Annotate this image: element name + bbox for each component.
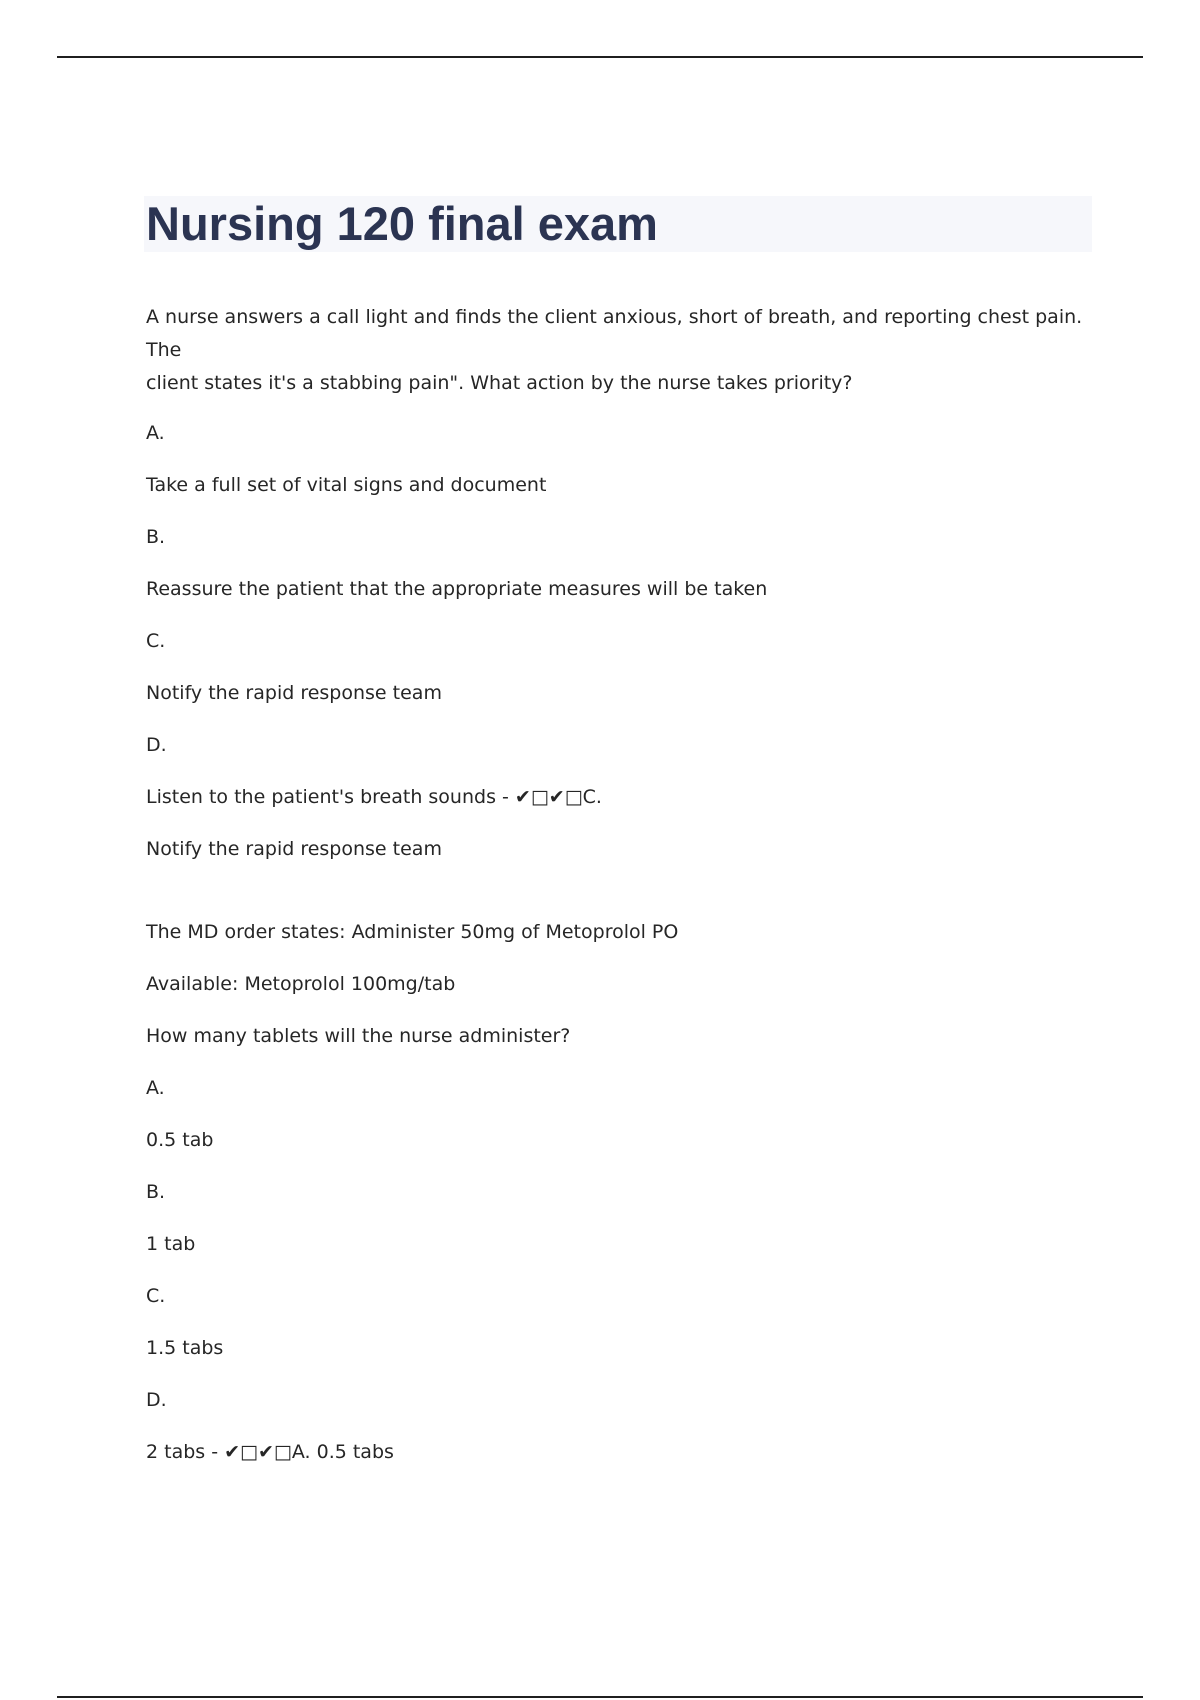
question-2-prompt-line-3: How many tablets will the nurse administer?	[146, 1025, 571, 1047]
option-text-b: 1 tab	[146, 1233, 196, 1255]
question-2	[146, 916, 1086, 1469]
option-text-a: 0.5 tab	[146, 1129, 214, 1151]
option-text-c: Notify the rapid response team	[146, 682, 442, 704]
option-label-c: C.	[146, 630, 166, 652]
option-text-c: 1.5 tabs	[146, 1337, 224, 1359]
option-text-d-with-answer: Listen to the patient's breath sounds - ✔□✔□C.	[146, 786, 602, 808]
option-text-d-with-answer: 2 tabs - ✔□✔□A. 0.5 tabs	[146, 1441, 394, 1463]
question-2-prompt-line-2: Available: Metoprolol 100mg/tab	[146, 973, 456, 995]
question-1-prompt-line-2: client states it's a stabbing pain". What action by the nurse takes priority?	[146, 372, 853, 394]
question-1-options	[146, 417, 1086, 866]
option-text-b: Reassure the patient that the appropriate measures will be taken	[146, 578, 768, 600]
answer-text: Notify the rapid response team	[146, 838, 442, 860]
option-label-d: D.	[146, 734, 167, 756]
document-title: Nursing 120 final exam	[146, 197, 658, 250]
option-label-b: B.	[146, 1181, 166, 1203]
question-2-options	[146, 1072, 1086, 1469]
option-label-a: A.	[146, 422, 165, 444]
document-body	[146, 301, 1086, 1488]
bottom-rule	[57, 1696, 1143, 1698]
question-2-prompt-line-1: The MD order states: Administer 50mg of Metoprolol PO	[146, 921, 679, 943]
option-label-a: A.	[146, 1077, 165, 1099]
question-2-prompt	[146, 916, 1086, 1053]
option-label-c: C.	[146, 1285, 166, 1307]
top-rule	[57, 56, 1143, 58]
option-label-b: B.	[146, 526, 166, 548]
question-1-prompt	[146, 301, 1086, 400]
question-1-prompt-line-1: A nurse answers a call light and finds the client anxious, short of breath, and reporting chest pain. The	[146, 306, 1083, 361]
option-text-a: Take a full set of vital signs and document	[146, 474, 547, 496]
option-label-d: D.	[146, 1389, 167, 1411]
question-1	[146, 301, 1086, 866]
